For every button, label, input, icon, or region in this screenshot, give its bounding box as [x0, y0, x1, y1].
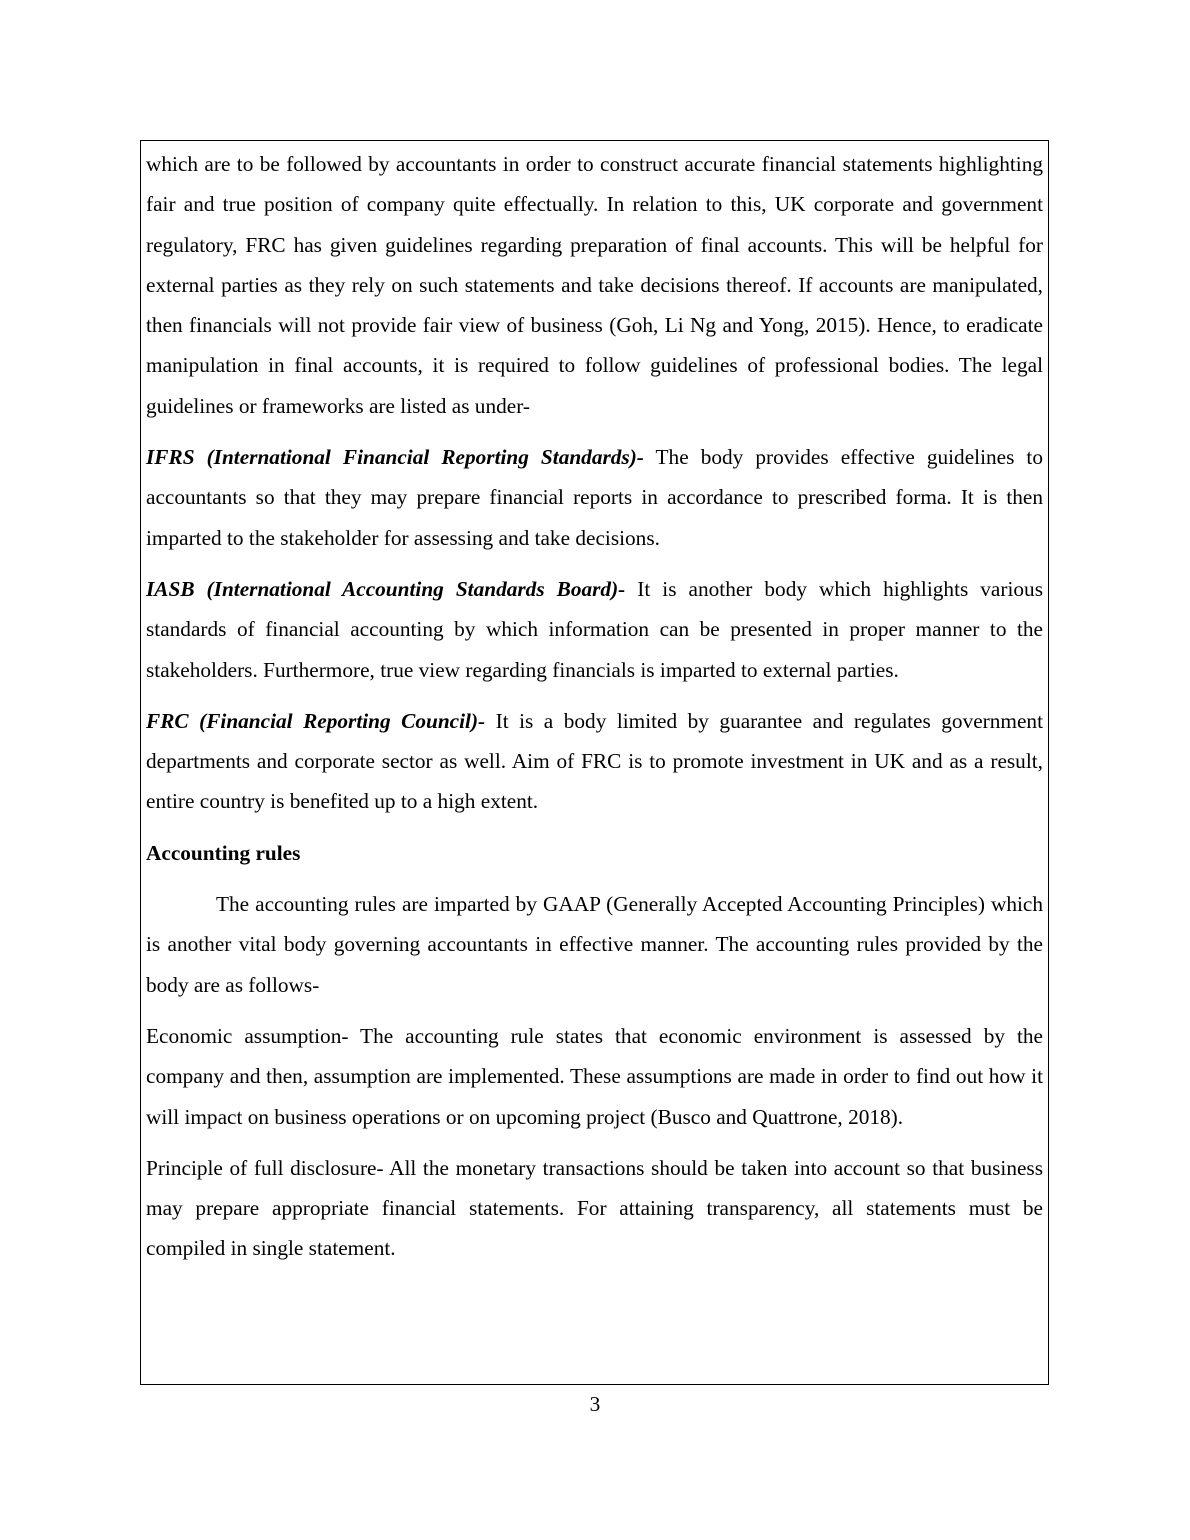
frc-term: FRC (Financial Reporting Council)-: [146, 708, 486, 733]
accounting-rules-heading: Accounting rules: [146, 840, 301, 865]
frc-description: It is a body limited by guarantee and regulates government departments and corporate sector as well. Aim of FRC is to promote investment in UK and as a result, entire country is benefited up to a high extent.: [146, 708, 1043, 814]
iasb-paragraph: [146, 569, 1043, 690]
page-content-frame: [140, 140, 1049, 1385]
frc-paragraph: [146, 701, 1043, 822]
full-disclosure-paragraph: Principle of full disclosure- All the monetary transactions should be taken into account so that business may prepare appropriate financial statements. For attaining transparency, all statements must be compiled in single statement.: [146, 1155, 1043, 1261]
ifrs-paragraph: [146, 437, 1043, 558]
rules-intro-paragraph: The accounting rules are imparted by GAAP (Generally Accepted Accounting Principles) which is another vital body governing accountants in effective manner. The accounting rules provided by the body are as follows-: [146, 892, 1043, 997]
iasb-description: It is another body which highlights various standards of financial accounting by which information can be presented in proper manner to the stakeholders. Furthermore, true view regarding financials is imparted to external parties.: [146, 576, 1043, 682]
page-number: 3: [589, 1392, 601, 1416]
economic-assumption-paragraph: Economic assumption- The accounting rule states that economic environment is assessed by the company and then, assumption are implemented. These assumptions are made in order to find out how it will impact on business operations or on upcoming project (Busco and Quattrone, 2018).: [146, 1023, 1043, 1129]
ifrs-description: The body provides effective guidelines to accountants so that they may prepare financial reports in accordance to prescribed forma. It is then imparted to the stakeholder for assessing and take decisions.: [146, 445, 1043, 550]
intro-paragraph: which are to be followed by accountants in order to construct accurate financial statements highlighting fair and true position of company quite effectually. In relation to this, UK corporate and government regulatory, FRC has given guidelines regarding preparation of final accounts. This will be helpful for external parties as they rely on such statements and take decisions thereof. If accounts are manipulated, then financials will not provide fair view of business (Goh, Li Ng and Yong, 2015). Hence, to eradicate manipulation in final accounts, it is required to follow guidelines of professional bodies. The legal guidelines or frameworks are listed as under-: [146, 152, 1043, 418]
ifrs-term: IFRS (International Financial Reporting Standards)-: [146, 445, 644, 470]
iasb-term: IASB (International Accounting Standards Board)-: [146, 576, 626, 601]
